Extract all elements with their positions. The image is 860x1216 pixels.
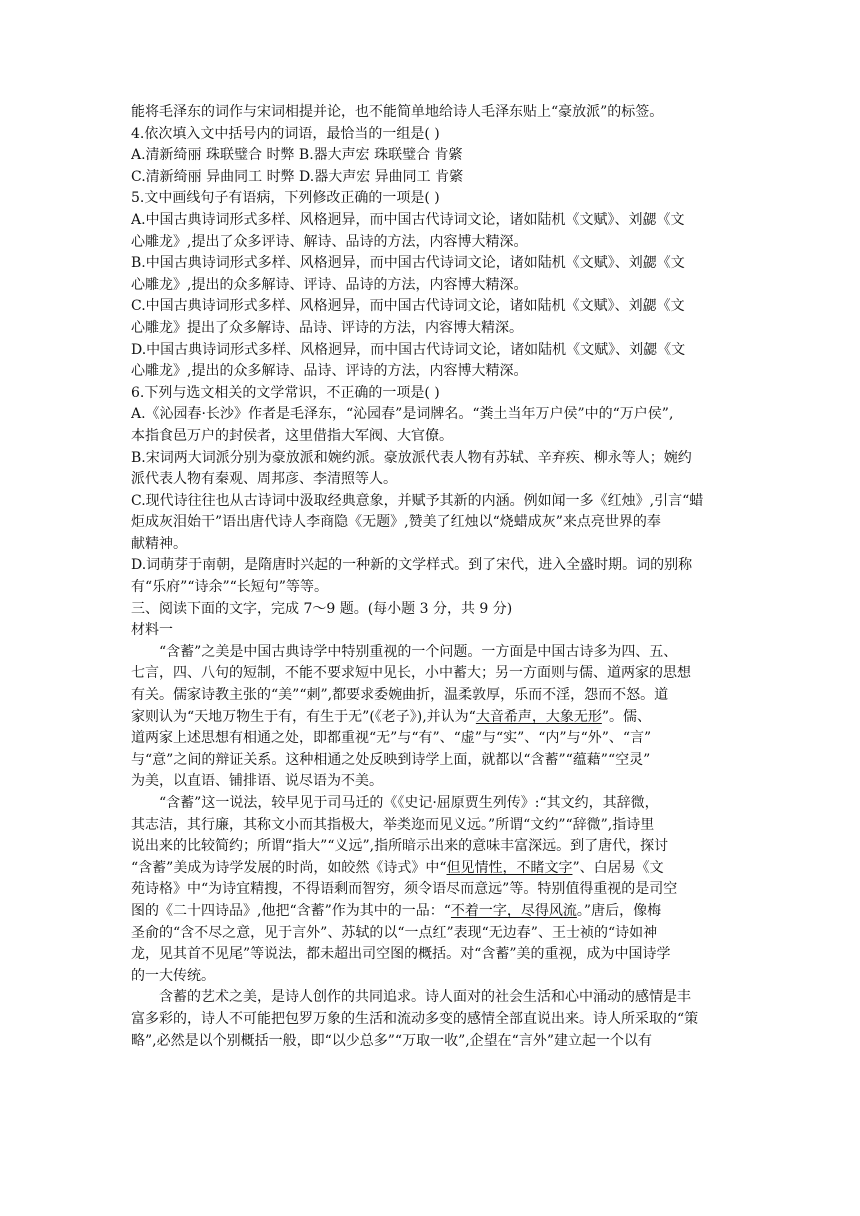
question-5-option-a: A.中国古典诗词形式多样、风格迥异，而中国古代诗词文论，诸如陆机《文赋》、刘勰《文 (131, 211, 685, 228)
question-5-option-b-cont: 心雕龙》,提出的众多解诗、评诗、品诗的方法，内容博大精深。 (131, 276, 528, 293)
para3-line: 略”,必然是以个别概括一般，即“以少总多”“万取一收”,企望在“言外”建立起一个以有 (131, 1032, 652, 1049)
text-run: ”。儒、 (601, 708, 652, 725)
text-line: 能将毛泽东的词作与宋词相提并论，也不能简单地给诗人毛泽东贴上“豪放派”的标签。 (131, 104, 664, 120)
question-6-option-d-cont: 有“乐府”“诗余”“长短句”等等。 (131, 579, 328, 596)
underlined-sentence: 但见情性，不睹文字 (446, 859, 573, 876)
para2-line: 的一大传统。 (131, 967, 215, 984)
para1-line: 七言，四、八句的短制，不能不要求短中见长，小中蓄大；另一方面则与儒、道两家的思想 (131, 665, 691, 682)
question-5-stem: 5.文中画线句子有语病，下列修改正确的一项是( ) (131, 190, 440, 207)
para3-line: 含蓄的艺术之美，是诗人创作的共同追求。诗人面对的社会生活和心中涌动的感情是丰 (159, 989, 691, 1006)
question-6-option-c-cont2: 献精神。 (131, 535, 187, 552)
question-5-option-a-cont: 心雕龙》,提出了众多评诗、解诗、品诗的方法，内容博大精深。 (131, 233, 528, 250)
text-run: “含蓄”美成为诗学发展的时尚，如皎然《诗式》中“ (131, 859, 447, 876)
question-5-option-c: C.中国古典诗词形式多样、风格迥异，而中国古代诗词文论，诸如陆机《文赋》、刘勰《文 (131, 298, 685, 315)
question-5-option-b: B.中国古典诗词形式多样、风格迥异，而中国古代诗词文论，诸如陆机《文赋》、刘勰《文 (131, 255, 685, 272)
para2-line: 龙，见其首不见尾”等说法，都未超出司空图的概括。对“含蓄”美的重视，成为中国诗学 (131, 946, 671, 963)
question-6-stem: 6.下列与选文相关的文学常识，不正确的一项是( ) (131, 384, 440, 401)
para2-line: 说出来的比较简约；所谓“指大”“义远”,指所暗示出来的意味丰富深远。到了唐代，探讨 (131, 838, 669, 855)
question-6-option-d: D.词萌芽于南朝，是隋唐时兴起的一种新的文学样式。到了宋代，进入全盛时期。词的别称 (131, 557, 693, 574)
para2-line: 苑诗格》中“为诗宜精搜，不得语剩而智穷，须令语尽而意远”等。特别值得重视的是司空 (131, 881, 678, 898)
para1-line: 为美，以直语、铺排语、说尽语为不美。 (131, 773, 383, 790)
para1-line: 道两家上述思想有相通之处，即都重视“无”与“有”、“虚”与“实”、“内”与“外”、“言” (131, 730, 652, 747)
text-run: ”、白居易《文 (572, 859, 664, 876)
underlined-sentence: 不着一字，尽得风流 (450, 902, 577, 919)
para1-line: “含蓄”之美是中国古典诗学中特别重视的一个问题。一方面是中国古诗多为四、五、 (159, 643, 678, 660)
para2-line: “含蓄”这一说法，较早见于司马迁的《《史记·屈原贾生列传》:“其文约，其辞微， (159, 795, 659, 811)
question-6-option-a-cont: 本指食邑万户的封侯者，这里借指大军阀、大官僚。 (131, 427, 453, 444)
question-6-option-b: B.宋词两大词派分别为豪放派和婉约派。豪放派代表人物有苏轼、辛弃疾、柳永等人；婉约 (131, 449, 692, 466)
text-run: 图的《二十四诗品》,他把“含蓄”作为其中的一品：“ (131, 902, 451, 919)
para1-line: 有关。儒家诗教主张的“美”“刺”,都要求委婉曲折，温柔敦厚，乐而不淫，怨而不怒。道 (131, 687, 669, 704)
question-6-option-c: C.现代诗往往也从古诗词中汲取经典意象，并赋予其新的内涵。例如闻一多《红烛》,引言“蜡 (131, 492, 704, 509)
question-5-option-d-cont: 心雕龙》,提出的众多解诗、品诗、评诗的方法，内容博大精深。 (131, 363, 528, 380)
text-run: 。”唐后，像梅 (576, 902, 662, 919)
question-4-stem: 4.依次填入文中括号内的词语，最恰当的一组是( ) (131, 125, 440, 142)
question-4-options-cd: C.清新绮丽 异曲同工 时弊 D.器大声宏 异曲同工 肯綮 (131, 168, 464, 185)
question-5-option-d: D.中国古典诗词形式多样、风格迥异，而中国古代诗词文论，诸如陆机《文赋》、刘勰《文 (131, 341, 686, 358)
para1-line: 与“意”之间的辩证关系。这种相通之处反映到诗学上面，就都以“含蓄”“蕴藉”“空灵” (131, 751, 651, 768)
text-run: 家则认为“天地万物生于有，有生于无”(《老子》),并认为“ (131, 708, 476, 725)
para2-line (131, 858, 740, 880)
para2-line: 其志洁，其行廉，其称文小而其指极大，举类迩而见义远。”所谓“文约”“辞微”,指诗里 (131, 816, 655, 833)
para2-line: 圣俞的“含不尽之意，见于言外”、苏轼的以“一点红”表现“无边春”、王士祯的“诗如神 (131, 924, 658, 941)
underlined-sentence: 大音希声，大象无形 (475, 708, 602, 725)
para3-line: 富多彩的，诗人不可能把包罗万象的生活和流动多变的感情全部直说出来。诗人所采取的“策 (131, 1010, 699, 1027)
question-6-option-a: A.《沁园春·长沙》作者是毛泽东，“沁园春”是词牌名。“粪土当年万户侯”中的“万户侯”, (131, 406, 674, 423)
material-1-label: 材料一 (131, 622, 173, 639)
question-6-option-c-cont: 炬成灰泪始干”语出唐代诗人李商隐《无题》,赞美了红烛以“烧蜡成灰”来点亮世界的奉 (131, 514, 661, 531)
question-6-option-b-cont: 派代表人物有秦观、周邦彦、李清照等人。 (131, 471, 397, 488)
section-3-heading: 三、阅读下面的文字，完成 7～9 题。(每小题 3 分，共 9 分) (131, 600, 513, 617)
question-4-options-ab: A.清新绮丽 珠联璧合 时弊 B.器大声宏 珠联璧合 肯綮 (131, 147, 463, 164)
para1-line (131, 707, 740, 729)
para2-line (131, 901, 740, 923)
question-5-option-c-cont: 心雕龙》提出了众多解诗、品诗、评诗的方法，内容博大精深。 (131, 319, 523, 336)
